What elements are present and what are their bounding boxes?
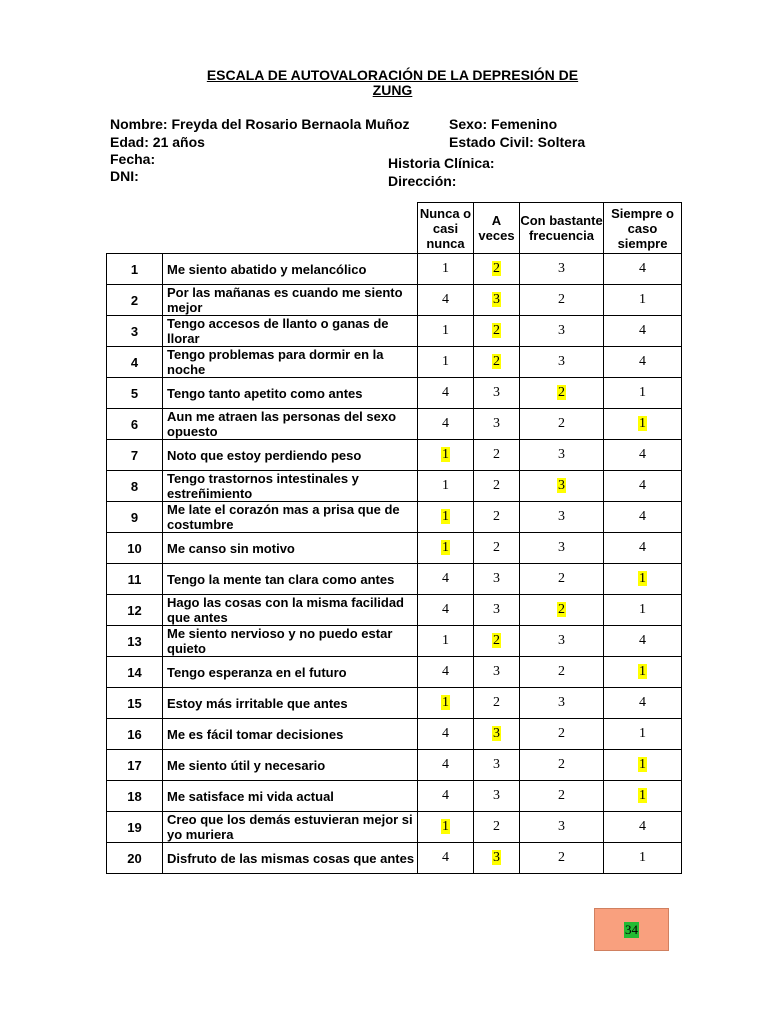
- score-cell: [418, 471, 474, 502]
- score-value: 2: [493, 447, 500, 462]
- score-cell: [418, 719, 474, 750]
- score-cell: [474, 626, 520, 657]
- header-blank: [107, 203, 418, 254]
- score-cell: [474, 254, 520, 285]
- score-cell: [604, 812, 682, 843]
- item-statement: Tengo trastornos intestinales y estreñimiento: [163, 471, 418, 502]
- item-statement: Creo que los demás estuvieran mejor si yo muriera: [163, 812, 418, 843]
- score-cell: [474, 471, 520, 502]
- score-cell: [418, 285, 474, 316]
- table-row: [107, 657, 682, 688]
- score-value: 2: [493, 695, 500, 710]
- score-cell: [604, 378, 682, 409]
- table-row: [107, 688, 682, 719]
- score-cell: [474, 750, 520, 781]
- item-number: 15: [107, 688, 163, 719]
- score-value: 2: [493, 819, 500, 834]
- table-row: [107, 502, 682, 533]
- score-cell: [474, 843, 520, 874]
- item-statement: Estoy más irritable que antes: [163, 688, 418, 719]
- field-dni: DNI:: [110, 168, 139, 184]
- item-statement: Tengo tanto apetito como antes: [163, 378, 418, 409]
- table-row: [107, 285, 682, 316]
- score-value: 1: [442, 261, 449, 276]
- score-cell: [604, 843, 682, 874]
- score-cell: [520, 285, 604, 316]
- score-cell: [604, 440, 682, 471]
- score-cell: [418, 626, 474, 657]
- item-statement: Me siento nervioso y no puedo estar quieto: [163, 626, 418, 657]
- score-cell: [474, 502, 520, 533]
- score-cell: [520, 781, 604, 812]
- selected-score: 2: [493, 354, 500, 369]
- score-value: 3: [493, 571, 500, 586]
- item-number: 7: [107, 440, 163, 471]
- header-siempre: Siempre o caso siempre: [604, 203, 682, 254]
- score-cell: [418, 502, 474, 533]
- score-value: 3: [558, 819, 565, 834]
- score-cell: [604, 285, 682, 316]
- score-cell: [520, 254, 604, 285]
- item-statement: Tengo esperanza en el futuro: [163, 657, 418, 688]
- score-cell: [418, 688, 474, 719]
- item-number: 2: [107, 285, 163, 316]
- score-cell: [474, 378, 520, 409]
- field-nombre: Nombre: Freyda del Rosario Bernaola Muñoz: [110, 116, 410, 132]
- item-number: 11: [107, 564, 163, 595]
- score-cell: [418, 347, 474, 378]
- score-value: 3: [493, 757, 500, 772]
- item-number: 16: [107, 719, 163, 750]
- table-row: [107, 750, 682, 781]
- score-value: 2: [493, 509, 500, 524]
- score-value: 3: [493, 602, 500, 617]
- score-cell: [604, 657, 682, 688]
- table-row: [107, 316, 682, 347]
- selected-score: 1: [639, 416, 646, 431]
- selected-score: 1: [442, 695, 449, 710]
- item-statement: Aun me atraen las personas del sexo opuesto: [163, 409, 418, 440]
- score-value: 4: [442, 385, 449, 400]
- score-cell: [604, 347, 682, 378]
- selected-score: 1: [442, 509, 449, 524]
- item-number: 12: [107, 595, 163, 626]
- selected-score: 2: [493, 261, 500, 276]
- score-value: 2: [493, 478, 500, 493]
- header-a-veces: A veces: [474, 203, 520, 254]
- field-sexo: Sexo: Femenino: [449, 116, 558, 132]
- item-statement: Tengo problemas para dormir en la noche: [163, 347, 418, 378]
- score-cell: [520, 843, 604, 874]
- score-cell: [520, 688, 604, 719]
- selected-score: 1: [442, 819, 449, 834]
- table-body: [107, 254, 682, 874]
- selected-score: 3: [493, 850, 500, 865]
- score-cell: [520, 440, 604, 471]
- table-row: [107, 781, 682, 812]
- score-value: 3: [558, 447, 565, 462]
- score-value: 1: [442, 478, 449, 493]
- score-cell: [474, 781, 520, 812]
- score-cell: [418, 564, 474, 595]
- score-value: 1: [442, 633, 449, 648]
- score-cell: [520, 409, 604, 440]
- selected-score: 3: [493, 292, 500, 307]
- score-cell: [520, 657, 604, 688]
- table-row: [107, 471, 682, 502]
- selected-score: 1: [639, 788, 646, 803]
- score-value: 3: [558, 509, 565, 524]
- score-value: 3: [493, 385, 500, 400]
- score-cell: [604, 750, 682, 781]
- score-value: 1: [442, 354, 449, 369]
- score-cell: [604, 316, 682, 347]
- score-value: 3: [558, 354, 565, 369]
- score-cell: [520, 750, 604, 781]
- score-cell: [520, 471, 604, 502]
- item-number: 20: [107, 843, 163, 874]
- document-title: ESCALA DE AUTOVALORACIÓN DE LA DEPRESIÓN DE ZUNG: [206, 67, 579, 98]
- score-value: 4: [639, 819, 646, 834]
- score-cell: [474, 316, 520, 347]
- item-statement: Me siento abatido y melancólico: [163, 254, 418, 285]
- score-cell: [418, 533, 474, 564]
- score-cell: [604, 719, 682, 750]
- item-number: 4: [107, 347, 163, 378]
- score-value: 2: [558, 788, 565, 803]
- score-cell: [520, 564, 604, 595]
- score-value: 4: [442, 850, 449, 865]
- item-number: 1: [107, 254, 163, 285]
- score-cell: [474, 440, 520, 471]
- score-value: 2: [558, 416, 565, 431]
- score-cell: [418, 378, 474, 409]
- selected-score: 2: [493, 323, 500, 338]
- score-value: 2: [558, 726, 565, 741]
- item-number: 3: [107, 316, 163, 347]
- table-row: [107, 564, 682, 595]
- score-cell: [418, 781, 474, 812]
- score-value: 4: [639, 323, 646, 338]
- score-value: 3: [558, 540, 565, 555]
- score-value: 4: [442, 571, 449, 586]
- score-cell: [520, 347, 604, 378]
- table-row: [107, 347, 682, 378]
- item-number: 10: [107, 533, 163, 564]
- selected-score: 2: [493, 633, 500, 648]
- item-statement: Me late el corazón mas a prisa que de costumbre: [163, 502, 418, 533]
- score-value: 2: [558, 664, 565, 679]
- field-fecha: Fecha:: [110, 151, 156, 167]
- score-cell: [604, 564, 682, 595]
- score-value: 4: [639, 540, 646, 555]
- score-cell: [474, 533, 520, 564]
- score-cell: [604, 502, 682, 533]
- item-statement: Tengo accesos de llanto o ganas de llorar: [163, 316, 418, 347]
- item-number: 8: [107, 471, 163, 502]
- score-value: 4: [639, 447, 646, 462]
- score-value: 3: [558, 261, 565, 276]
- score-cell: [418, 254, 474, 285]
- score-cell: [474, 409, 520, 440]
- table-row: [107, 409, 682, 440]
- score-cell: [604, 409, 682, 440]
- score-cell: [474, 347, 520, 378]
- header-con-bastante-frecuencia: Con bastante frecuencia: [520, 203, 604, 254]
- score-cell: [604, 688, 682, 719]
- item-statement: Hago las cosas con la misma facilidad que antes: [163, 595, 418, 626]
- score-cell: [520, 812, 604, 843]
- score-cell: [474, 688, 520, 719]
- item-statement: Noto que estoy perdiendo peso: [163, 440, 418, 471]
- score-cell: [604, 781, 682, 812]
- score-value: 4: [442, 416, 449, 431]
- field-estado-civil: Estado Civil: Soltera: [449, 134, 586, 150]
- score-value: 1: [639, 726, 646, 741]
- score-value: 1: [442, 323, 449, 338]
- table-row: [107, 812, 682, 843]
- table-row: [107, 254, 682, 285]
- score-value: 2: [558, 571, 565, 586]
- page-number: 34: [625, 921, 638, 937]
- score-value: 2: [558, 850, 565, 865]
- score-value: 3: [493, 416, 500, 431]
- item-statement: Me siento útil y necesario: [163, 750, 418, 781]
- score-cell: [604, 626, 682, 657]
- item-number: 9: [107, 502, 163, 533]
- selected-score: 1: [442, 447, 449, 462]
- item-statement: Por las mañanas es cuando me siento mejor: [163, 285, 418, 316]
- page-number-box: [594, 908, 669, 951]
- score-cell: [474, 719, 520, 750]
- header-nunca: Nunca o casi nunca: [418, 203, 474, 254]
- score-value: 3: [493, 664, 500, 679]
- score-value: 4: [442, 664, 449, 679]
- score-cell: [418, 440, 474, 471]
- score-cell: [604, 595, 682, 626]
- score-value: 1: [639, 850, 646, 865]
- item-statement: Disfruto de las mismas cosas que antes: [163, 843, 418, 874]
- score-cell: [520, 626, 604, 657]
- score-value: 1: [639, 602, 646, 617]
- table-row: [107, 843, 682, 874]
- score-cell: [474, 812, 520, 843]
- score-value: 4: [639, 509, 646, 524]
- score-cell: [474, 285, 520, 316]
- header-row: [107, 203, 682, 254]
- score-cell: [474, 564, 520, 595]
- score-cell: [418, 316, 474, 347]
- score-value: 4: [639, 354, 646, 369]
- score-value: 3: [558, 695, 565, 710]
- score-value: 4: [442, 292, 449, 307]
- score-cell: [604, 254, 682, 285]
- zung-scale-table: [106, 202, 682, 874]
- score-value: 1: [639, 292, 646, 307]
- item-statement: Me canso sin motivo: [163, 533, 418, 564]
- score-value: 4: [442, 602, 449, 617]
- score-cell: [520, 502, 604, 533]
- selected-score: 3: [558, 478, 565, 493]
- item-number: 17: [107, 750, 163, 781]
- score-value: 4: [639, 633, 646, 648]
- item-number: 6: [107, 409, 163, 440]
- item-number: 18: [107, 781, 163, 812]
- item-number: 14: [107, 657, 163, 688]
- item-number: 13: [107, 626, 163, 657]
- score-value: 4: [442, 757, 449, 772]
- score-cell: [474, 595, 520, 626]
- score-value: 4: [639, 695, 646, 710]
- score-value: 3: [493, 788, 500, 803]
- score-value: 4: [442, 788, 449, 803]
- table-row: [107, 626, 682, 657]
- table-row: [107, 595, 682, 626]
- item-statement: Me es fácil tomar decisiones: [163, 719, 418, 750]
- score-value: 2: [493, 540, 500, 555]
- score-value: 4: [639, 478, 646, 493]
- selected-score: 1: [639, 571, 646, 586]
- score-cell: [418, 657, 474, 688]
- score-cell: [418, 595, 474, 626]
- table-row: [107, 719, 682, 750]
- field-historia-clinica: Historia Clínica:: [388, 155, 495, 171]
- selected-score: 1: [442, 540, 449, 555]
- score-cell: [604, 471, 682, 502]
- table-row: [107, 533, 682, 564]
- score-cell: [418, 750, 474, 781]
- score-cell: [418, 843, 474, 874]
- selected-score: 2: [558, 602, 565, 617]
- selected-score: 1: [639, 664, 646, 679]
- field-direccion: Dirección:: [388, 173, 457, 189]
- item-number: 19: [107, 812, 163, 843]
- table-row: [107, 440, 682, 471]
- score-cell: [604, 533, 682, 564]
- score-value: 1: [639, 385, 646, 400]
- item-statement: Me satisface mi vida actual: [163, 781, 418, 812]
- score-cell: [520, 378, 604, 409]
- score-value: 4: [639, 261, 646, 276]
- score-cell: [474, 657, 520, 688]
- score-cell: [520, 316, 604, 347]
- selected-score: 1: [639, 757, 646, 772]
- score-cell: [520, 719, 604, 750]
- score-value: 3: [558, 633, 565, 648]
- score-value: 3: [558, 323, 565, 338]
- selected-score: 2: [558, 385, 565, 400]
- selected-score: 3: [493, 726, 500, 741]
- score-cell: [520, 595, 604, 626]
- score-cell: [418, 812, 474, 843]
- item-number: 5: [107, 378, 163, 409]
- score-value: 2: [558, 757, 565, 772]
- field-edad: Edad: 21 años: [110, 134, 205, 150]
- table-row: [107, 378, 682, 409]
- score-value: 4: [442, 726, 449, 741]
- score-cell: [520, 533, 604, 564]
- item-statement: Tengo la mente tan clara como antes: [163, 564, 418, 595]
- score-value: 2: [558, 292, 565, 307]
- score-cell: [418, 409, 474, 440]
